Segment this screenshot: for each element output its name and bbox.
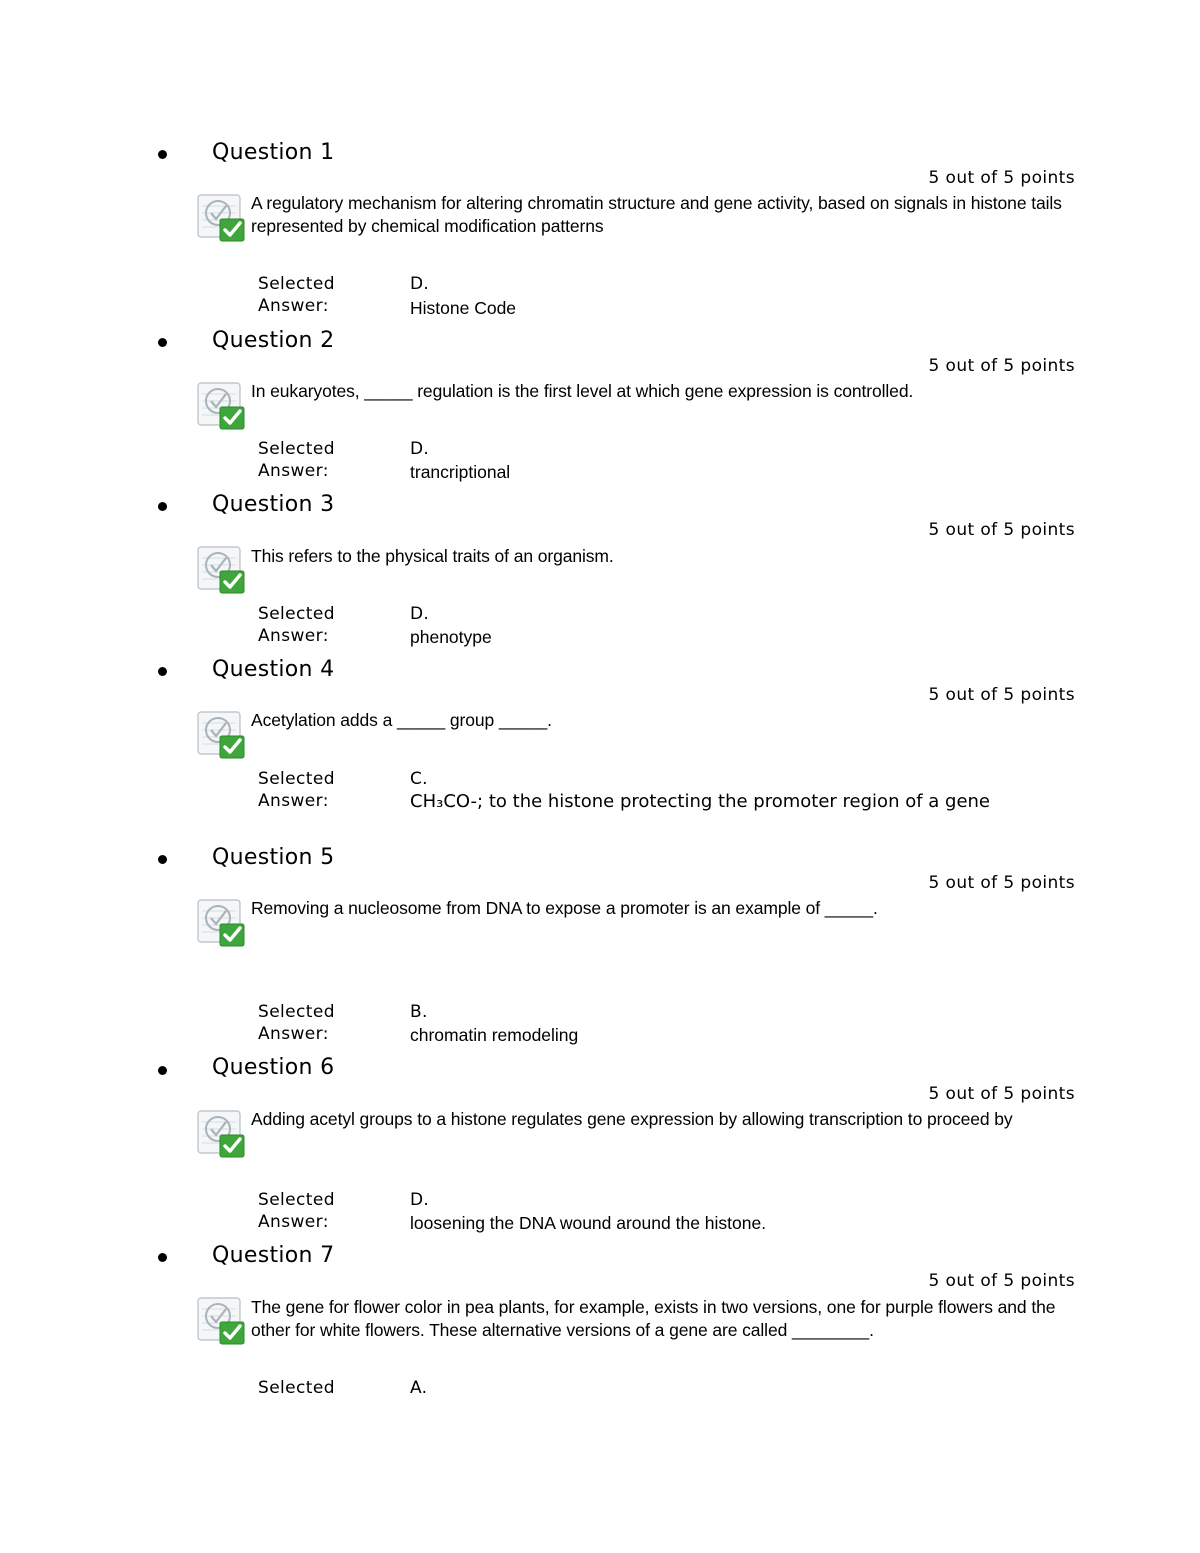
correct-check-icon [195, 380, 247, 430]
correct-check-icon [195, 1295, 247, 1345]
answer-letter: D. [410, 439, 430, 459]
question-text: Removing a nucleosome from DNA to expose a promoter is an example of _____. [251, 898, 878, 918]
question-text: This refers to the physical traits of an organism. [251, 546, 614, 566]
answer-text: CH₃CO-; to the histone protecting the promoter region of a gene [410, 791, 990, 812]
question-title: Question 4 [212, 657, 335, 682]
points-score: 5 out of 5 points [928, 1084, 1075, 1104]
question-text: Acetylation adds a _____ group _____. [251, 710, 552, 730]
selected-answer-label: Selected Answer: [258, 274, 335, 316]
answer-letter: C. [410, 769, 428, 789]
selected-answer-label: Selected Answer: [258, 604, 335, 646]
answer-letter: D. [410, 274, 430, 294]
answer-text: phenotype [410, 627, 492, 647]
correct-check-icon [195, 897, 247, 947]
bullet [158, 150, 167, 159]
selected-answer-label: Selected Answer: [258, 769, 335, 811]
answer-text: loosening the DNA wound around the histone. [410, 1213, 767, 1233]
answer-letter: D. [410, 1190, 430, 1210]
answer-letter: B. [410, 1002, 428, 1022]
bullet [158, 338, 167, 347]
selected-answer-label: Selected [258, 1378, 335, 1398]
points-score: 5 out of 5 points [928, 873, 1075, 893]
question-title: Question 7 [212, 1243, 335, 1268]
question-title: Question 1 [212, 140, 335, 165]
selected-answer-label: Selected Answer: [258, 439, 335, 481]
points-score: 5 out of 5 points [928, 685, 1075, 705]
answer-text: Histone Code [410, 298, 517, 318]
bullet [158, 502, 167, 511]
points-score: 5 out of 5 points [928, 1271, 1075, 1291]
question-text: Adding acetyl groups to a histone regulates gene expression by allowing transcription to proceed by [251, 1109, 1013, 1129]
selected-answer-label: Selected Answer: [258, 1190, 335, 1232]
correct-check-icon [195, 1108, 247, 1158]
question-title: Question 2 [212, 328, 335, 353]
question-title: Question 3 [212, 492, 335, 517]
question-title: Question 6 [212, 1055, 335, 1080]
question-text: A regulatory mechanism for altering chromatin structure and gene activity, based on signals in histone tails represented by chemical modification patterns [251, 193, 1062, 236]
correct-check-icon [195, 709, 247, 759]
bullet [158, 667, 167, 676]
answer-text: trancriptional [410, 462, 511, 482]
bullet [158, 855, 167, 864]
bullet [158, 1066, 167, 1075]
correct-check-icon [195, 544, 247, 594]
answer-letter: A. [410, 1378, 428, 1398]
points-score: 5 out of 5 points [928, 356, 1075, 376]
answer-letter: D. [410, 604, 430, 624]
bullet [158, 1253, 167, 1262]
points-score: 5 out of 5 points [928, 168, 1075, 188]
points-score: 5 out of 5 points [928, 520, 1075, 540]
question-title: Question 5 [212, 845, 335, 870]
question-text: In eukaryotes, _____ regulation is the first level at which gene expression is controlled. [251, 381, 914, 401]
correct-check-icon [195, 192, 247, 242]
question-text: The gene for flower color in pea plants, for example, exists in two versions, one for purple flowers and the other for white flowers. These alternative versions of a gene are called ________. [251, 1297, 1056, 1340]
answer-text: chromatin remodeling [410, 1025, 579, 1045]
selected-answer-label: Selected Answer: [258, 1002, 335, 1044]
